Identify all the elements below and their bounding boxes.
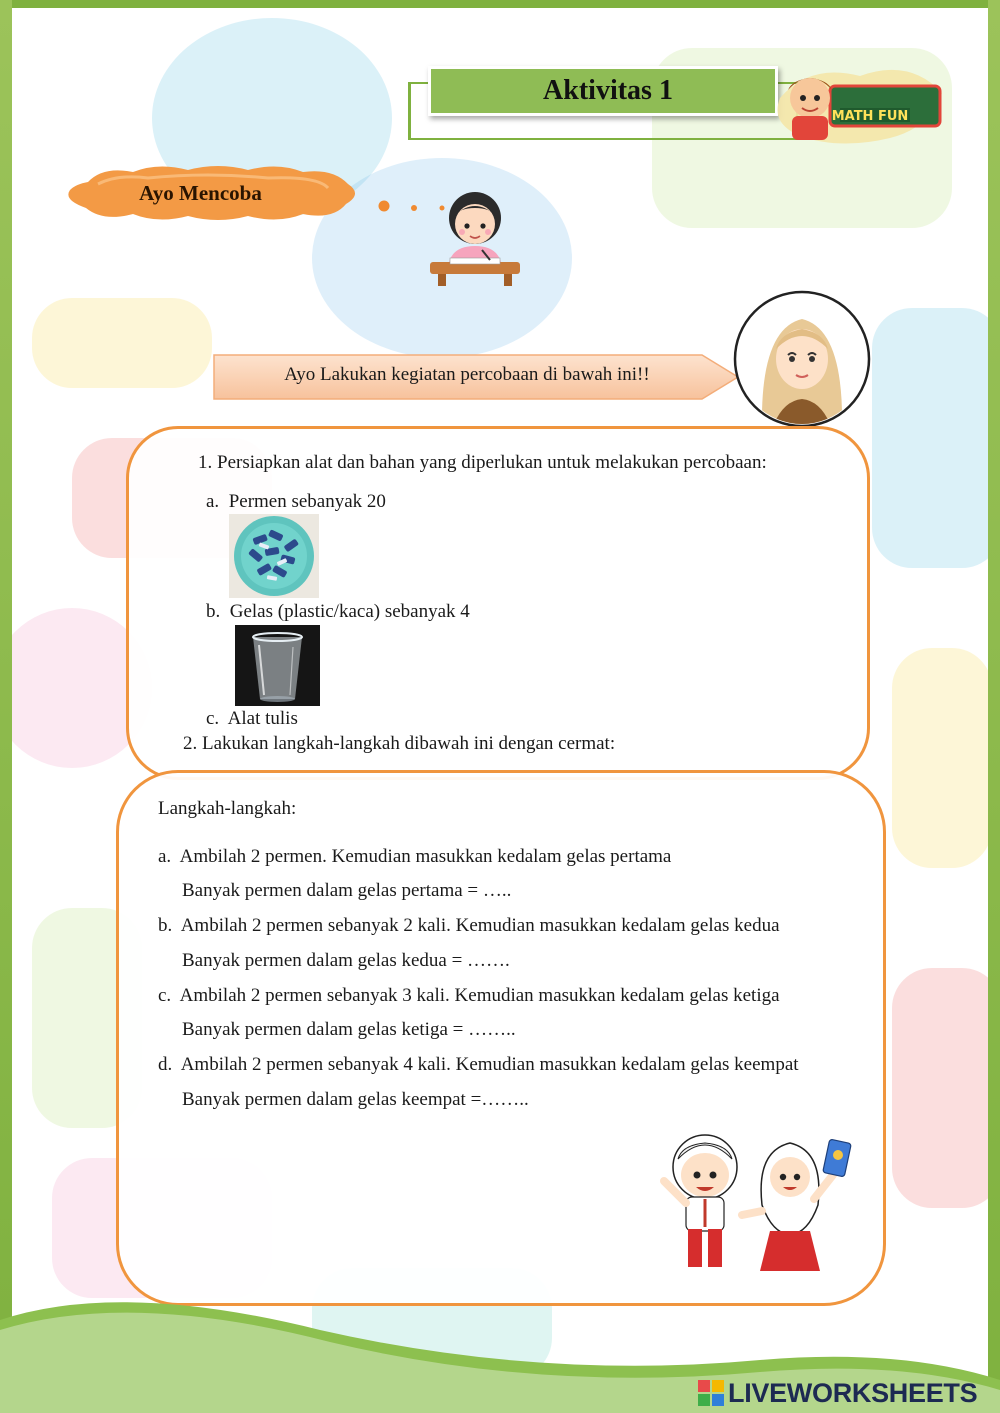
material-item-a xyxy=(206,491,386,513)
step-marker: d. xyxy=(158,1054,173,1075)
material-label: Alat tulis xyxy=(227,708,298,729)
teacher-avatar xyxy=(732,289,872,429)
material-label: Gelas (plastic/kaca) sebanyak 4 xyxy=(229,601,470,622)
material-marker: c. xyxy=(206,708,220,729)
step-marker: b. xyxy=(158,915,173,936)
page-frame-top xyxy=(0,0,1000,8)
step-item-b xyxy=(158,915,780,937)
page-frame-right xyxy=(988,0,1000,1413)
girl-studying-illustration xyxy=(420,180,530,290)
instruction-text: Ayo Lakukan kegiatan percobaan di bawah ini!! xyxy=(284,364,650,385)
material-marker: a. xyxy=(206,491,220,512)
step-1-text: 1. Persiapkan alat dan bahan yang diperlukan untuk melakukan percobaan: xyxy=(198,452,767,473)
liveworksheets-logo[interactable] xyxy=(698,1378,977,1408)
step-answer-b: Banyak permen dalam gelas kedua = ……. xyxy=(182,950,510,971)
liveworksheets-icon xyxy=(698,1380,724,1406)
ayo-mencoba-label: Ayo Mencoba xyxy=(139,180,262,205)
step-instruction: Ambilah 2 permen sebanyak 3 kali. Kemudian masukkan kedalam gelas ketiga xyxy=(179,985,780,1006)
material-item-b xyxy=(206,601,470,623)
step-instruction: Ambilah 2 permen. Kemudian masukkan kedalam gelas pertama xyxy=(179,846,672,867)
plastic-cup-photo xyxy=(235,625,320,706)
step-item-d xyxy=(158,1054,799,1076)
step-marker: c. xyxy=(158,985,172,1006)
step-item-a xyxy=(158,846,671,868)
step-instruction: Ambilah 2 permen sebanyak 4 kali. Kemudian masukkan kedalam gelas keempat xyxy=(180,1054,799,1075)
step-answer-c: Banyak permen dalam gelas ketiga = …….. xyxy=(182,1019,516,1040)
activity-banner xyxy=(428,66,778,116)
page-frame-left xyxy=(0,0,12,1413)
students-illustration xyxy=(650,1115,860,1275)
steps-heading: Langkah-langkah: xyxy=(158,798,297,819)
math-fun-illustration xyxy=(770,58,950,148)
material-item-c xyxy=(206,708,298,730)
liveworksheets-text: LIVEWORKSHEETS xyxy=(728,1377,978,1408)
step-2-text: 2. Lakukan langkah-langkah dibawah ini dengan cermat: xyxy=(183,733,616,754)
step-answer-d: Banyak permen dalam gelas keempat =…….. xyxy=(182,1089,529,1110)
candies-photo xyxy=(229,514,319,598)
step-instruction: Ambilah 2 permen sebanyak 2 kali. Kemudian masukkan kedalam gelas kedua xyxy=(180,915,780,936)
material-label: Permen sebanyak 20 xyxy=(228,491,386,512)
activity-title: Aktivitas 1 xyxy=(543,75,673,106)
math-fun-badge-text: MATH FUN xyxy=(831,109,909,124)
material-marker: b. xyxy=(206,601,221,622)
step-item-c xyxy=(158,985,780,1007)
step-marker: a. xyxy=(158,846,172,867)
step-answer-a: Banyak permen dalam gelas pertama = ….. xyxy=(182,880,512,901)
